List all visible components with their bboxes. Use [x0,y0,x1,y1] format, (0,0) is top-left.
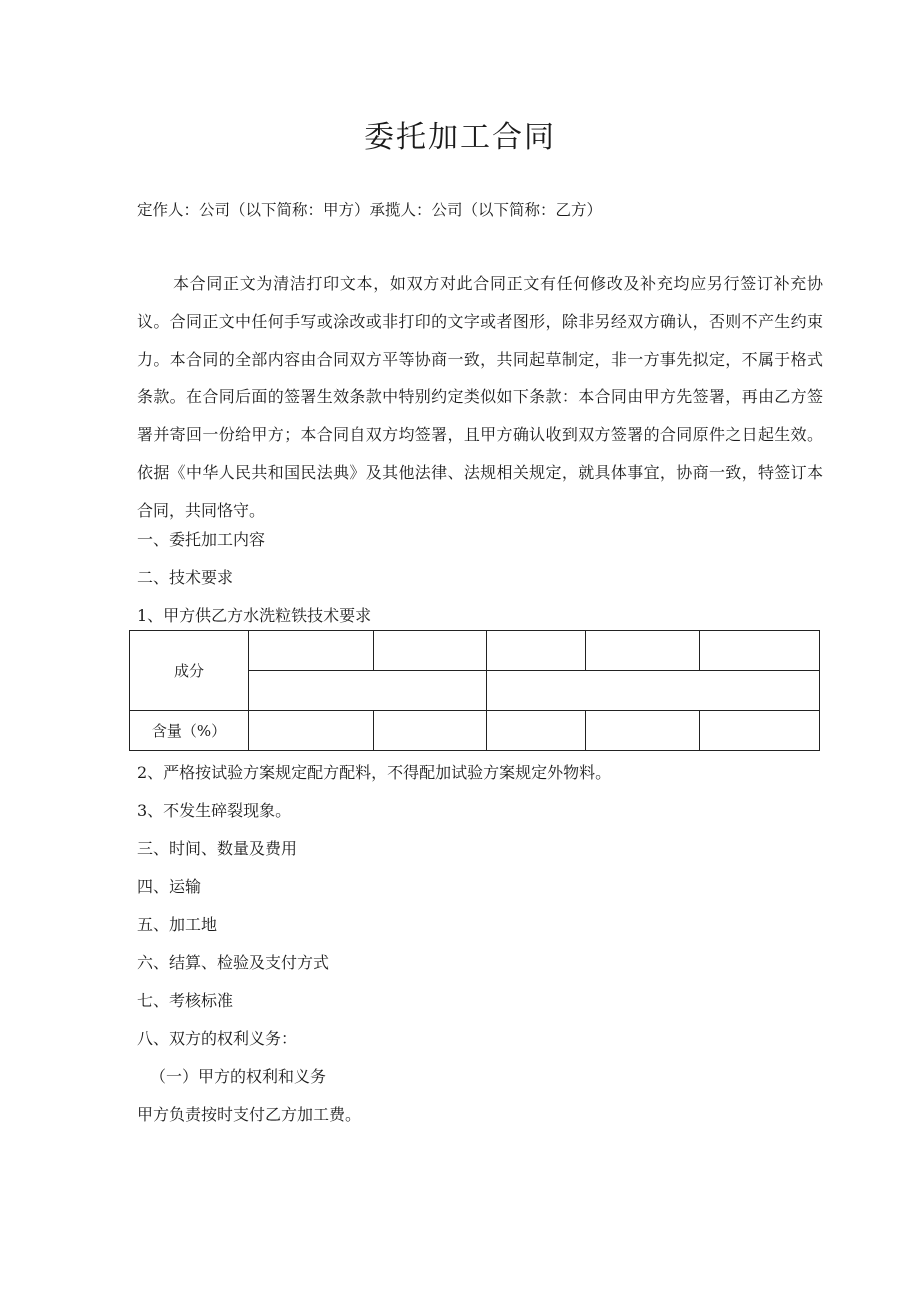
composition-cell[interactable] [700,631,820,671]
composition-cell[interactable] [374,631,487,671]
technical-item-3: 3、不发生碎裂现象。 [137,801,292,820]
composition-header-cell: 成分 [130,631,249,711]
section-heading-assessment: 七、考核标准 [137,991,234,1010]
section-heading-settlement: 六、结算、检验及支付方式 [137,953,330,972]
preamble-paragraph: 本合同正文为清洁打印文本，如双方对此合同正文有任何修改及补充均应另行签订补充协议。合同正文中任何手写或涂改或非打印的文字或者图形，除非另经双方确认，否则不产生约束力。本合同的全部内容由合同双方平等协商一致，共同起草制定，非一方事先拟定，不属于格式条款。在合同后面的签署生效条款中特别约定类似如下条款：本合同由甲方先签署，再由乙方签署并寄回一份给甲方；本合同自双方均签署，且甲方确认收到双方签署的合同原件之日起生效。依据《中华人民共和国民法典》及其他法律、法规相关规定，就具体事宜，协商一致，特签订本合同，共同恪守。 [137,274,823,520]
clause-party-a-payment: 甲方负责按时支付乙方加工费。 [137,1105,362,1124]
subsection-heading-party-a: （一）甲方的权利和义务 [150,1067,327,1086]
section-heading-content: 一、委托加工内容 [137,530,266,549]
section-heading-location: 五、加工地 [137,915,218,934]
section-heading-time: 三、时间、数量及费用 [137,839,298,858]
composition-cell[interactable] [586,631,700,671]
content-header-cell: 含量（%） [130,711,249,751]
composition-cell[interactable] [487,631,586,671]
content-cell[interactable] [586,711,700,751]
document-title: 委托加工合同 [364,120,556,155]
content-cell[interactable] [487,711,586,751]
composition-cell[interactable] [249,631,374,671]
content-cell[interactable] [700,711,820,751]
technical-item-2: 2、严格按试验方案规定配方配料，不得配加试验方案规定外物料。 [137,763,612,782]
composition-cell[interactable] [487,671,820,711]
section-heading-transport: 四、运输 [137,877,202,896]
technical-item-1: 1、甲方供乙方水洗粒铁技术要求 [137,606,372,625]
content-cell[interactable] [374,711,487,751]
composition-cell[interactable] [249,671,487,711]
composition-table [129,630,820,751]
content-cell[interactable] [249,711,374,751]
contract-parties: 定作人：公司（以下简称：甲方）承揽人：公司（以下简称：乙方） [137,201,603,219]
section-heading-technical: 二、技术要求 [137,568,234,587]
section-heading-rights: 八、双方的权利义务： [137,1029,298,1048]
